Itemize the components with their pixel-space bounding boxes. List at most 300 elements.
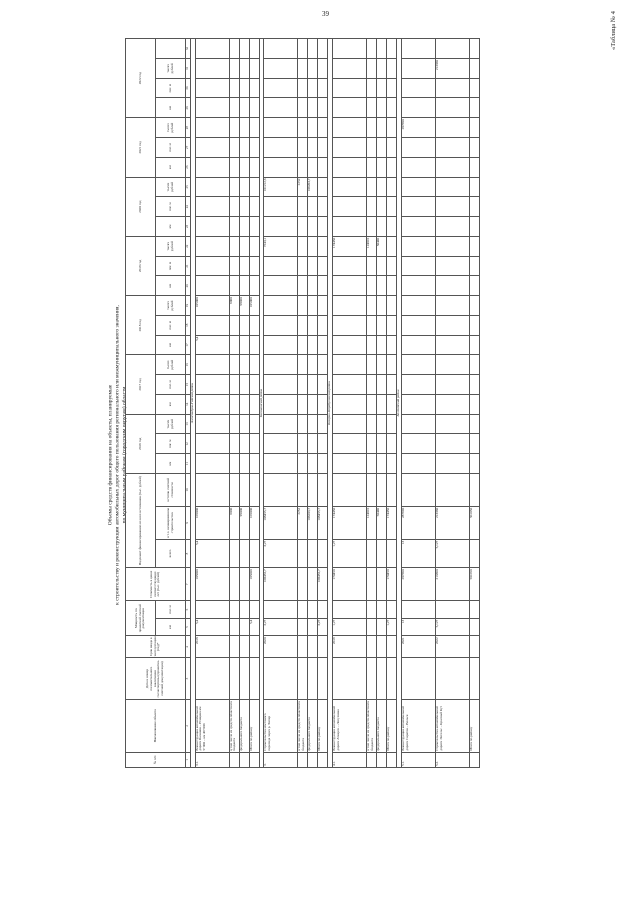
table-row	[470, 39, 480, 768]
cell-y2022	[387, 59, 397, 79]
cell-y2017	[298, 355, 308, 375]
cell-y2018	[298, 296, 308, 316]
cell-km: 5,127	[436, 618, 470, 636]
cell-y2021	[249, 118, 259, 138]
column-number: 7	[186, 568, 191, 601]
cell-y2020km	[318, 217, 328, 237]
cell-y2019pog	[367, 256, 377, 276]
cell-y2018km	[308, 335, 318, 355]
cell-dates	[249, 658, 259, 700]
table-row	[333, 39, 367, 768]
cell-y2020km	[333, 217, 367, 237]
header-2016: 2016 год	[126, 414, 156, 473]
cell-f1	[229, 539, 239, 568]
cell-km: 3,27	[264, 618, 298, 636]
cell-y2017km	[436, 394, 470, 414]
cell-pog	[264, 601, 298, 619]
cell-y2021km	[377, 157, 387, 177]
cell-y2021km	[229, 157, 239, 177]
cell-y2022	[318, 59, 328, 79]
cell-name: Реконструкция автомобильной дороги Балашов – Ртищево км 5+000 – км 40+000	[195, 699, 229, 752]
cell-y2016	[298, 414, 308, 434]
column-number: 27	[186, 138, 191, 158]
cell-y2017	[249, 355, 259, 375]
cell-y2021pog	[402, 138, 436, 158]
column-number: 1	[186, 752, 191, 767]
cell-year	[239, 636, 249, 658]
cell-y2022km	[470, 98, 480, 118]
cell-f1: 1,27	[333, 539, 367, 568]
cell-y2021	[333, 118, 367, 138]
h20-rub: тысяч рублей	[156, 177, 186, 197]
cell-y2018km	[470, 335, 480, 355]
cell-y2019pog	[195, 256, 229, 276]
cell-y2019km	[333, 276, 367, 296]
column-number: 16	[186, 355, 191, 375]
cell-y2020	[436, 177, 470, 197]
cell-f2: 6000	[229, 506, 239, 539]
cell-y2017km	[298, 394, 308, 414]
cell-y2016	[402, 414, 436, 434]
h22-rub: тысяч рублей	[156, 59, 186, 79]
header-name: Наименование объекта	[126, 699, 186, 752]
cell-km	[308, 618, 318, 636]
header-2020: 2020 год	[126, 177, 156, 236]
cell-y2017	[318, 355, 328, 375]
cell-y2021km	[387, 157, 397, 177]
cell-extra	[387, 39, 397, 59]
cell-y2022km	[249, 98, 259, 118]
table-row	[377, 39, 387, 768]
cell-y2016pog	[308, 434, 318, 454]
cell-y2019	[318, 236, 328, 256]
cell-y2019: 50440	[377, 236, 387, 256]
cell-y2016	[249, 414, 259, 434]
cell-name: Итого по району	[387, 699, 397, 752]
cell-y2021km	[318, 157, 328, 177]
table-row	[436, 39, 470, 768]
column-number: 21	[186, 256, 191, 276]
cell-name: федерального бюджета	[308, 699, 318, 752]
cell-y2016pog	[436, 434, 470, 454]
cell-y2017km	[229, 394, 239, 414]
cell-pog	[402, 601, 436, 619]
cell-f3	[239, 473, 249, 506]
cell-f2: 124010	[367, 506, 377, 539]
h17-km: км	[156, 394, 186, 414]
cell-y2020pog	[195, 197, 229, 217]
cell-y2021km	[367, 157, 377, 177]
h16-km: км	[156, 454, 186, 474]
header-2017: 2017 год	[126, 355, 156, 414]
cell-y2019km	[387, 276, 397, 296]
page-number: 39	[322, 10, 329, 18]
cell-y2021	[367, 118, 377, 138]
cell-y2016km	[367, 454, 377, 474]
cell-y2016	[264, 414, 298, 434]
table-body	[186, 39, 480, 768]
cell-year	[367, 636, 377, 658]
cell-y2018: 99000	[239, 296, 249, 316]
cell-y2016pog	[318, 434, 328, 454]
cell-y2017pog	[377, 375, 387, 395]
cell-y2019	[387, 236, 397, 256]
cell-y2021	[387, 118, 397, 138]
cell-y2019km	[470, 276, 480, 296]
cell-y2019pog	[318, 256, 328, 276]
h17-rub: тысяч рублей	[156, 355, 186, 375]
cell-year: 2018	[195, 636, 229, 658]
cell-y2017pog	[229, 375, 239, 395]
header-capacity: Мощность по проектной сметной документации	[126, 601, 156, 636]
cell-y2019pog	[377, 256, 387, 276]
cell-y2016	[308, 414, 318, 434]
column-number: 18	[186, 315, 191, 335]
header-funding-rest: остаток сметной стоимости	[156, 473, 186, 506]
column-number: 17	[186, 335, 191, 355]
cell-y2020	[229, 177, 239, 197]
cell-y2018km	[333, 335, 367, 355]
cell-y2020	[249, 177, 259, 197]
cell-name: Итого по району	[318, 699, 328, 752]
table-row	[402, 39, 436, 768]
cell-y2020	[402, 177, 436, 197]
cell-y2018	[367, 296, 377, 316]
cell-y2021pog	[195, 138, 229, 158]
cell-f3	[195, 473, 229, 506]
cell-y2020km	[367, 217, 377, 237]
cell-y2022	[402, 59, 436, 79]
cell-y2016km	[239, 454, 249, 474]
cell-f3	[377, 473, 387, 506]
cell-y2016pog	[229, 434, 239, 454]
column-number: 20	[186, 276, 191, 296]
cell-y2018	[470, 296, 480, 316]
cell-y2022pog	[387, 78, 397, 98]
cell-f2: 2252	[298, 506, 308, 539]
cell-f3	[249, 473, 259, 506]
cell-y2020km	[229, 217, 239, 237]
cell-y2022pog	[470, 78, 480, 98]
cell-y2019	[195, 236, 229, 256]
cell-f3	[470, 473, 480, 506]
cell-km: 1,27	[333, 618, 367, 636]
cell-y2022km	[436, 98, 470, 118]
cell-y2016	[333, 414, 367, 434]
cell-cost: 174450	[333, 568, 367, 601]
cell-y2020km	[436, 217, 470, 237]
cell-y2017pog	[308, 375, 318, 395]
cell-y2018	[333, 296, 367, 316]
cell-year	[298, 636, 308, 658]
cell-y2018km	[367, 335, 377, 355]
cell-y2016km	[470, 454, 480, 474]
cell-cost: 213360	[436, 568, 470, 601]
cell-y2018pog	[367, 315, 377, 335]
header-2021: 2021 год	[126, 118, 156, 177]
cell-y2021km	[470, 157, 480, 177]
cell-y2016km	[402, 454, 436, 474]
cell-dates	[264, 658, 298, 700]
cell-y2017km	[402, 394, 436, 414]
cell-y2019pog	[249, 256, 259, 276]
cell-y2020: 2252	[298, 177, 308, 197]
cell-km: 13	[402, 618, 436, 636]
cell-pog	[318, 601, 328, 619]
cell-y2021	[436, 118, 470, 138]
header-km: км	[156, 618, 186, 636]
cell-y2017	[470, 355, 480, 375]
cell-num	[239, 752, 249, 767]
cell-y2020km	[249, 217, 259, 237]
cell-y2021pog	[264, 138, 298, 158]
cell-km	[470, 618, 480, 636]
cell-y2022km	[308, 98, 318, 118]
cell-f1	[249, 539, 259, 568]
cell-y2017km	[195, 394, 229, 414]
cell-extra	[333, 39, 367, 59]
column-number: 26	[186, 157, 191, 177]
cell-y2021	[470, 118, 480, 138]
cell-y2020pog	[239, 197, 249, 217]
cell-dates	[367, 658, 377, 700]
h18-km: км	[156, 335, 186, 355]
cell-num: 3.	[264, 752, 298, 767]
cell-y2017km	[367, 394, 377, 414]
cell-cost	[298, 568, 308, 601]
header-2018: 2018 год	[126, 296, 156, 355]
column-number: 12	[186, 434, 191, 454]
cell-y2017	[436, 355, 470, 375]
cell-y2020pog	[387, 197, 397, 217]
cell-year: 2022	[436, 636, 470, 658]
cell-y2021	[308, 118, 318, 138]
cell-y2017	[402, 355, 436, 375]
cell-dates	[298, 658, 308, 700]
cell-dates	[387, 658, 397, 700]
cell-y2019	[229, 236, 239, 256]
cell-pog	[229, 601, 239, 619]
cell-y2020	[387, 177, 397, 197]
cell-y2018pog	[264, 315, 298, 335]
cell-dates	[318, 658, 328, 700]
header-funding: Подлежит финансированию из всех источников (тыс. рублей)	[126, 473, 156, 567]
cell-y2019km	[367, 276, 377, 296]
cell-y2020pog	[264, 197, 298, 217]
column-number: 31	[186, 59, 191, 79]
cell-name: Строительство мостового перехода через р. Хопер	[264, 699, 298, 752]
cell-y2021km	[298, 157, 308, 177]
table-row	[239, 39, 249, 768]
cell-y2019: 174450	[333, 236, 367, 256]
cell-pog	[298, 601, 308, 619]
cell-y2021pog	[229, 138, 239, 158]
cell-y2016pog	[377, 434, 387, 454]
section-title: Александров-Гайский район	[190, 39, 195, 768]
h19-rub: тысяч рублей	[156, 236, 186, 256]
table-row	[308, 39, 318, 768]
cell-y2022km	[264, 98, 298, 118]
cell-y2022	[249, 59, 259, 79]
cell-y2019km	[318, 276, 328, 296]
cell-extra	[249, 39, 259, 59]
cell-extra	[229, 39, 239, 59]
cell-f1	[387, 539, 397, 568]
cell-y2017	[229, 355, 239, 375]
cell-y2017pog	[402, 375, 436, 395]
column-number: 24	[186, 197, 191, 217]
cell-y2019km	[308, 276, 318, 296]
cell-y2020km	[402, 217, 436, 237]
column-number: 13	[186, 414, 191, 434]
cell-extra	[367, 39, 377, 59]
cell-y2018	[387, 296, 397, 316]
cell-y2020pog	[249, 197, 259, 217]
cell-f3	[298, 473, 308, 506]
cell-pog	[308, 601, 318, 619]
cell-y2022km	[387, 98, 397, 118]
cell-dates	[402, 658, 436, 700]
cell-y2016pog	[470, 434, 480, 454]
cell-y2020km	[195, 217, 229, 237]
cell-y2020pog	[298, 197, 308, 217]
cell-extra	[195, 39, 229, 59]
cell-y2021pog	[377, 138, 387, 158]
cell-y2021	[229, 118, 239, 138]
cell-y2017pog	[298, 375, 308, 395]
cell-y2017km	[333, 394, 367, 414]
header-cost: Стоимость в ценах соответствующих лет (тыс. рублей)	[126, 568, 186, 601]
cell-extra	[264, 39, 298, 59]
cell-y2021pog	[249, 138, 259, 158]
cell-extra	[402, 39, 436, 59]
cell-f1	[298, 539, 308, 568]
cell-year: 2021	[402, 636, 436, 658]
cell-num	[249, 752, 259, 767]
cell-y2018km	[387, 335, 397, 355]
cell-pog	[367, 601, 377, 619]
h21-km: км	[156, 157, 186, 177]
cell-y2016km	[298, 454, 308, 474]
cell-y2020pog	[367, 197, 377, 217]
cell-name: Реконструкция автомобильной дороги Аткарск – Лопуховка	[333, 699, 367, 752]
cell-pog	[387, 601, 397, 619]
header-year: Срок ввода в эксплуатацию (год)*	[126, 636, 186, 658]
column-number: 6	[186, 601, 191, 619]
cell-y2018	[308, 296, 318, 316]
cell-year: 2019	[333, 636, 367, 658]
cell-y2019km	[298, 276, 308, 296]
cell-y2022	[470, 59, 480, 79]
cell-y2017km	[308, 394, 318, 414]
cell-y2016pog	[195, 434, 229, 454]
cell-y2022	[229, 59, 239, 79]
cell-f2: 50440	[377, 506, 387, 539]
cell-y2018km	[264, 335, 298, 355]
cell-y2022pog	[264, 78, 298, 98]
cell-y2019	[239, 236, 249, 256]
cell-num	[470, 752, 480, 767]
cell-y2017pog	[264, 375, 298, 395]
cell-km	[367, 618, 377, 636]
cell-y2019km	[195, 276, 229, 296]
cell-f3	[318, 473, 328, 506]
section-title: Балтайский район	[397, 39, 402, 768]
cell-km: 1,27	[387, 618, 397, 636]
cell-y2016km	[249, 454, 259, 474]
cell-y2022pog	[367, 78, 377, 98]
cell-km: 5,4	[195, 618, 229, 636]
cell-y2020km	[308, 217, 318, 237]
cell-y2021	[298, 118, 308, 138]
cell-y2018pog	[436, 315, 470, 335]
cell-num	[387, 752, 397, 767]
cell-y2017	[367, 355, 377, 375]
cell-y2016pog	[402, 434, 436, 454]
cell-y2019	[436, 236, 470, 256]
cell-y2018pog	[308, 315, 318, 335]
cell-y2022	[195, 59, 229, 79]
cell-dates	[229, 658, 239, 700]
cell-y2018pog	[402, 315, 436, 335]
cell-y2016pog	[367, 434, 377, 454]
column-number: 23	[186, 217, 191, 237]
cell-y2022pog	[436, 78, 470, 98]
cell-extra	[470, 39, 480, 59]
cell-y2016km	[264, 454, 298, 474]
cell-num: 5.2.	[436, 752, 470, 767]
cell-pog	[436, 601, 470, 619]
cell-y2022km	[402, 98, 436, 118]
cell-y2018pog	[318, 315, 328, 335]
h19-km: км	[156, 276, 186, 296]
cell-y2022pog	[308, 78, 318, 98]
cell-y2022km	[318, 98, 328, 118]
cell-cost	[229, 568, 239, 601]
cell-y2022	[333, 59, 367, 79]
cell-y2021pog	[470, 138, 480, 158]
column-number: 25	[186, 177, 191, 197]
cell-name: в том числе из средств областного бюджета	[298, 699, 308, 752]
column-number: 8	[186, 539, 191, 568]
cell-y2021	[239, 118, 249, 138]
cell-y2019pog	[264, 256, 298, 276]
cell-y2020km	[470, 217, 480, 237]
cell-y2021km	[402, 157, 436, 177]
h22-pog: пог. м	[156, 78, 186, 98]
cell-y2022km	[229, 98, 239, 118]
cell-km	[377, 618, 387, 636]
cell-y2016km	[387, 454, 397, 474]
cell-y2021pog	[318, 138, 328, 158]
title-line-2: к строительству и реконструкции автомобильных дорог общего пользования регионального или межмуниципального значения,	[114, 305, 121, 605]
cell-year	[377, 636, 387, 658]
header-num: № п/п	[126, 752, 186, 767]
cell-f2: 174450	[333, 506, 367, 539]
header-funding-unfinished: в т.ч. незавершенное строительство	[156, 506, 186, 539]
cell-y2019pog	[333, 256, 367, 276]
cell-f3	[402, 473, 436, 506]
header-2022: 2022 год	[126, 39, 156, 118]
cell-cost	[367, 568, 377, 601]
table-row	[249, 39, 259, 768]
column-number: 29	[186, 98, 191, 118]
cell-y2018pog	[470, 315, 480, 335]
cell-y2019	[470, 236, 480, 256]
cell-pog	[239, 601, 249, 619]
cell-y2021pog	[367, 138, 377, 158]
cell-y2018km	[377, 335, 387, 355]
